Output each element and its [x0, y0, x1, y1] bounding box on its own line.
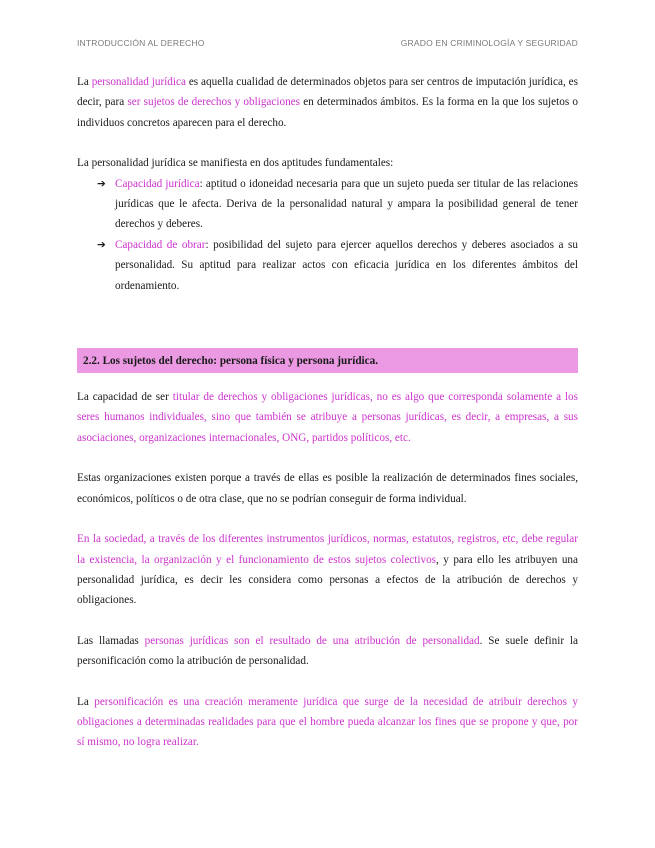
- highlight-term: Capacidad jurídica: [115, 177, 200, 190]
- paragraph-organizaciones: Estas organizaciones existen porque a través de ellas es posible la realización de determinados fines sociales, económicos, políticos o de otra clase, que no se podrían conseguir de forma individual.: [77, 472, 578, 505]
- paragraph-aptitudes-intro: La personalidad jurídica se manifiesta en dos aptitudes fundamentales:: [77, 157, 394, 170]
- paragraph-personificacion: La personificación es una creación meramente jurídica que surge de la necesidad de atribuir derechos y obligaciones a determinadas realidades para que el hombre pueda alcanzar los fines que se propone y que, por sí mismo, no logra realizar.: [77, 695, 578, 749]
- highlight-term: titular de derechos y obligaciones jurídicas, no es algo que corresponda solamente a los seres humanos individuales, sino que también se atribuye a personas jurídicas, es decir, a empresas, a sus asociaciones, organizaciones internacionales, ONG, partidos políticos, etc.: [77, 391, 578, 444]
- aptitudes-list: [77, 174, 578, 296]
- highlight-term: ser sujetos de derechos y obligaciones: [127, 96, 300, 109]
- highlight-term: personificación es una creación meramente jurídica que surge de la necesidad de atribuir derechos y obligaciones a determinadas realidades para que el hombre pueda alcanzar los fines que se propone y que, por sí mismo, no logra realizar.: [77, 695, 578, 749]
- header-course-title: INTRODUCCIÓN AL DERECHO: [77, 38, 205, 48]
- highlight-term: Capacidad de obrar: [115, 238, 206, 251]
- section-heading: 2.2. Los sujetos del derecho: persona física y persona jurídica.: [77, 348, 578, 373]
- page-header: [77, 38, 578, 52]
- list-item-capacidad-juridica: ➔ Capacidad jurídica: aptitud o idoneidad necesaria para que un sujeto pueda ser titular de las relaciones jurídicas que le afecta. Deriva de la personalidad natural y ampara la posibilidad general de tener derechos y deberes.: [77, 174, 578, 235]
- header-degree-title: GRADO EN CRIMINOLOGÍA Y SEGURIDAD: [400, 38, 578, 48]
- highlight-term: personas jurídicas son el resultado de una atribución de personalidad: [144, 634, 480, 647]
- paragraph-personas-juridicas: Las llamadas personas jurídicas son el resultado de una atribución de personalidad. Se suele definir la personificación como la atribución de personalidad.: [77, 634, 578, 668]
- document-body: [77, 72, 578, 753]
- paragraph-sociedad: En la sociedad, a través de los diferentes instrumentos jurídicos, normas, estatutos, registros, etc, debe regular la existencia, la organización y el funcionamiento de estos sujetos colectivos, y para ello les atribuyen una personalidad jurídica, es decir les considera como personas a efectos de la atribución de derechos y obligaciones.: [77, 533, 578, 607]
- arrow-bullet-icon: ➔: [97, 177, 106, 190]
- highlight-term: personalidad jurídica: [91, 76, 186, 88]
- list-item-capacidad-obrar: ➔ Capacidad de obrar: posibilidad del sujeto para ejercer aquellos derechos y deberes asociados a su personalidad. Su aptitud para realizar actos con eficacia jurídica en los diferentes ámbitos del ordenamiento.: [77, 235, 578, 296]
- arrow-bullet-icon: ➔: [97, 238, 106, 251]
- paragraph-personalidad-juridica: La personalidad jurídica es aquella cualidad de determinados objetos para ser centros de imputación jurídica, es decir, para ser sujetos de derechos y obligaciones en determinados ámbitos. Es la forma en la que los sujetos o individuos concretos aparecen para el derecho.: [77, 76, 578, 129]
- paragraph-capacidad-titular: La capacidad de ser titular de derechos y obligaciones jurídicas, no es algo que corresponda solamente a los seres humanos individuales, sino que también se atribuye a personas jurídicas, es decir, a empresas, a sus asociaciones, organizaciones internacionales, ONG, partidos políticos, etc.: [77, 391, 578, 444]
- highlight-term: En la sociedad, a través de los diferentes instrumentos jurídicos, normas, estatutos, registros, etc, debe regular la existencia, la organización y el funcionamiento de estos sujetos colectivos: [77, 533, 578, 566]
